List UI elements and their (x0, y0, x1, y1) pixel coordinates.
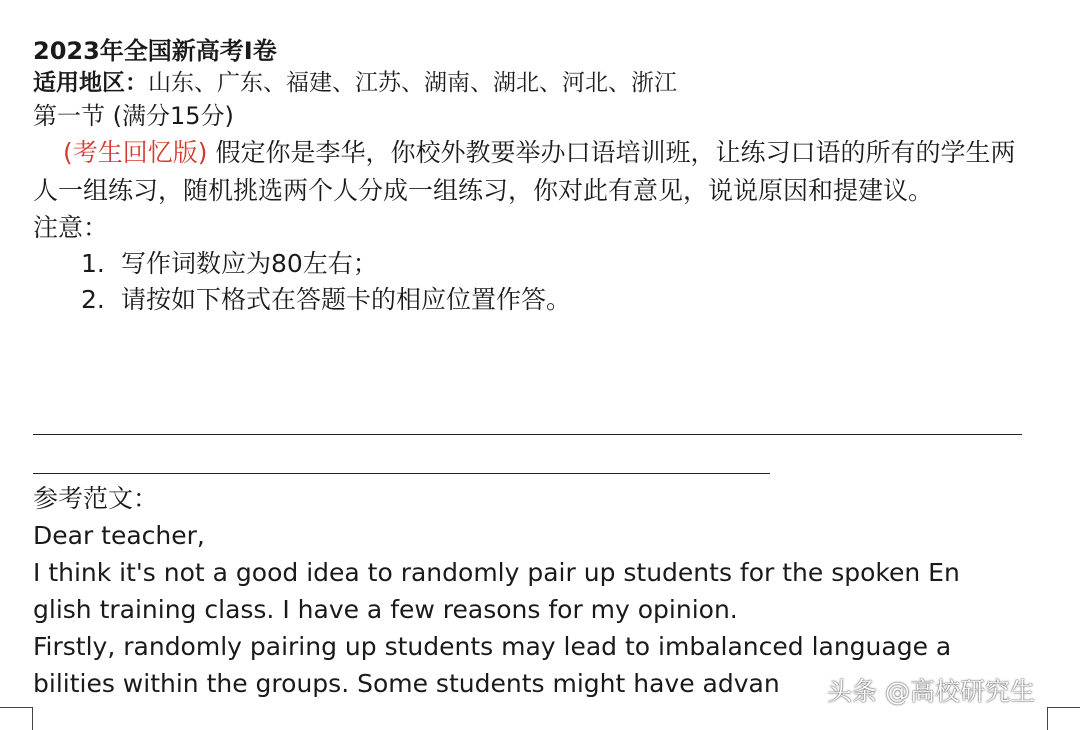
reference-label: 参考范文： (33, 484, 159, 513)
essay-line: Firstly, randomly pairing up students may lead to imbalanced language a (33, 632, 952, 661)
essay-line: I think it's not a good idea to randomly pair up students for the spoken En (33, 558, 960, 587)
prompt-paragraph (33, 134, 1023, 210)
document-body (33, 34, 1033, 318)
watermark: 头条 @高校研究生 (827, 677, 1035, 706)
notes-label: 注意： (33, 213, 109, 242)
section-heading: 第一节 (满分15分) (33, 102, 234, 130)
reference-essay (33, 481, 1033, 702)
note-number: 2. (81, 285, 105, 314)
note-text: 请按如下格式在答题卡的相应位置作答。 (121, 285, 572, 314)
essay-line: glish training class. I have a few reasons for my opinion. (33, 595, 738, 624)
answer-line (33, 473, 770, 474)
region-value: 山东、广东、福建、江苏、湖南、湖北、河北、浙江 (148, 70, 677, 96)
page-title: 2023年全国新高考I卷 (33, 37, 277, 65)
note-item (33, 282, 1033, 318)
note-text: 写作词数应为80左右； (121, 249, 378, 278)
essay-line: bilities within the groups. Some students might have advan (33, 669, 780, 698)
region-label: 适用地区： (33, 70, 148, 96)
memory-version-tag: (考生回忆版) (63, 138, 208, 167)
note-item (33, 246, 1033, 282)
essay-line: Dear teacher, (33, 521, 205, 550)
note-number: 1. (81, 249, 105, 278)
answer-line (33, 434, 1022, 435)
region-line (33, 68, 1033, 100)
prompt-text: 假定你是李华，你校外教要举办口语培训班，让练习口语的所有的学生两人一组练习，随机挑选两个人分成一组练习，你对此有意见，说说原因和提建议。 (33, 138, 1016, 205)
